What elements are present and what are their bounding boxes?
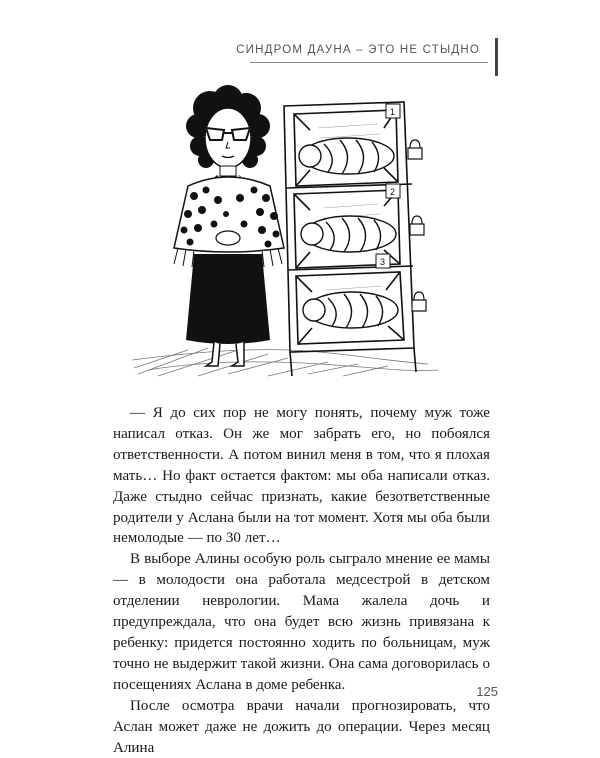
shelf-label-2: 2 [390,187,396,197]
woman-figure [174,85,284,366]
swaddled-baby-1 [299,138,394,174]
swaddled-baby-3 [303,292,398,328]
running-title: СИНДРОМ ДАУНА – ЭТО НЕ СТЫДНО [236,44,480,56]
shelf-label-3: 3 [380,257,386,267]
black-skirt [186,254,270,344]
face [205,108,251,168]
shelf-label-1: 1 [390,107,396,117]
body-text [113,403,490,758]
paragraph: В выборе Алины особую роль сыграло мнение ее мамы — в молодости она работала медсестрой в детском отделении неврологии. Мама жалела дочь и предупреждала, что она будет всю жизнь привязана к ребенку: придется постоянно ходить по больницам, муж точно не выдержит такой жизни. Она сама договорилась о посещениях Аслана в доме ребенка. [113,551,490,693]
clasped-hands [216,231,240,245]
page-number: 125 [476,684,498,699]
swaddled-baby-2 [301,216,396,252]
header-rule [250,62,488,63]
paragraph: После осмотра врачи начали прогнозировать, что Аслан может даже не дожить до операции. Через месяц Алина [113,697,490,756]
running-header [236,38,498,64]
illustration-woman-and-baby-shelves [128,78,464,378]
paragraph: — Я до сих пор не могу понять, почему муж тоже написал отказ. Он же мог забрать его, но побоялся ответственности. А потом винил меня в том, что я плохая мать… Но факт остается фактом: мы оба написали отказ. Даже стыдно сейчас признать, какие безответственные родители у Аслана были на тот момент. Хотя мы оба были немолодые — по 30 лет… [113,405,490,547]
floor-scribble [132,348,438,376]
header-bar [495,38,498,76]
